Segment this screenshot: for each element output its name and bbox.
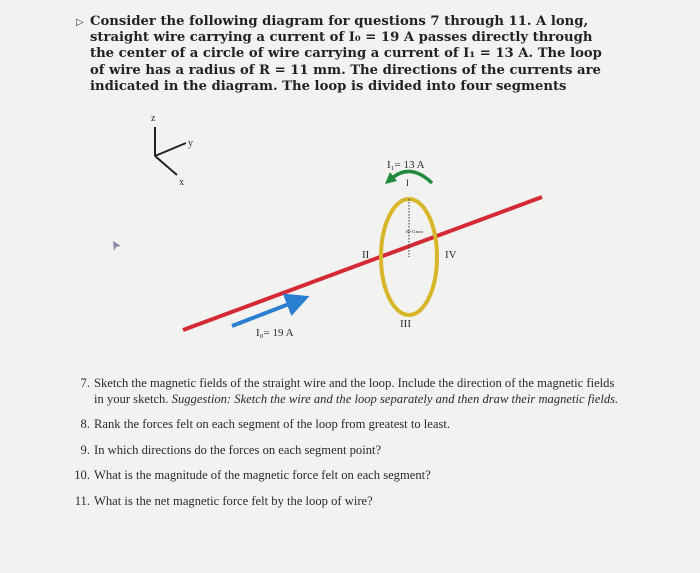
question-11 bbox=[60, 494, 620, 510]
straight-wire bbox=[183, 197, 542, 330]
question-suggestion: Suggestion: Sketch the wire and the loop separately and then draw their magnetic fields. bbox=[171, 391, 619, 406]
question-number: 10. bbox=[74, 468, 90, 482]
radius-label: R=11mm bbox=[406, 229, 423, 234]
loop-current-arrow-icon bbox=[391, 171, 432, 183]
question-10 bbox=[60, 468, 620, 484]
segment-label-ii: II bbox=[362, 249, 370, 261]
question-number: 9. bbox=[80, 442, 90, 457]
question-number: 7. bbox=[80, 376, 90, 390]
z-axis-label: z bbox=[151, 113, 156, 124]
question-8 bbox=[60, 417, 620, 433]
y-axis-label: y bbox=[188, 138, 193, 149]
question-text: Sketch the magnetic fields of the straight wire and the loop. Include the direction of the magnetic fields in your sketch. bbox=[94, 376, 615, 406]
segment-label-iv: IV bbox=[445, 249, 457, 261]
segment-label-i: I bbox=[406, 178, 409, 188]
question-7 bbox=[60, 376, 620, 407]
y-axis bbox=[155, 143, 186, 156]
question-number: 11. bbox=[74, 493, 90, 508]
wire-current-label: I₀= 19 A bbox=[256, 327, 294, 339]
question-9 bbox=[60, 443, 620, 459]
question-list bbox=[60, 376, 620, 519]
intro-text: Consider the following diagram for questions 7 through 11. A long, straight wire carrying a current of I₀ = 19 A passes directly through the center of a circle of wire carrying a current of I₁ = 13 A. The loop of wire has a radius of R = 11 mm. The directions of the currents are indicated in the diagram. The loop is divided into four segments bbox=[90, 14, 602, 94]
axes-icon bbox=[151, 113, 193, 188]
question-number: 8. bbox=[80, 417, 90, 431]
question-text: Rank the forces felt on each segment of the loop from greatest to least. bbox=[94, 417, 451, 431]
cursor-icon bbox=[113, 241, 121, 251]
x-axis bbox=[155, 156, 177, 175]
question-text: In which directions do the forces on each segment point? bbox=[94, 442, 382, 457]
x-axis-label: x bbox=[179, 177, 184, 188]
loop-current-label: I₁= 13 A bbox=[387, 159, 425, 171]
question-text: What is the magnitude of the magnetic force felt on each segment? bbox=[94, 468, 431, 482]
triangle-marker-icon: ▷ bbox=[76, 17, 84, 28]
question-text: What is the net magnetic force felt by the loop of wire? bbox=[94, 493, 373, 508]
segment-label-iii: III bbox=[400, 318, 411, 330]
wire-current-arrow-icon bbox=[232, 299, 302, 326]
